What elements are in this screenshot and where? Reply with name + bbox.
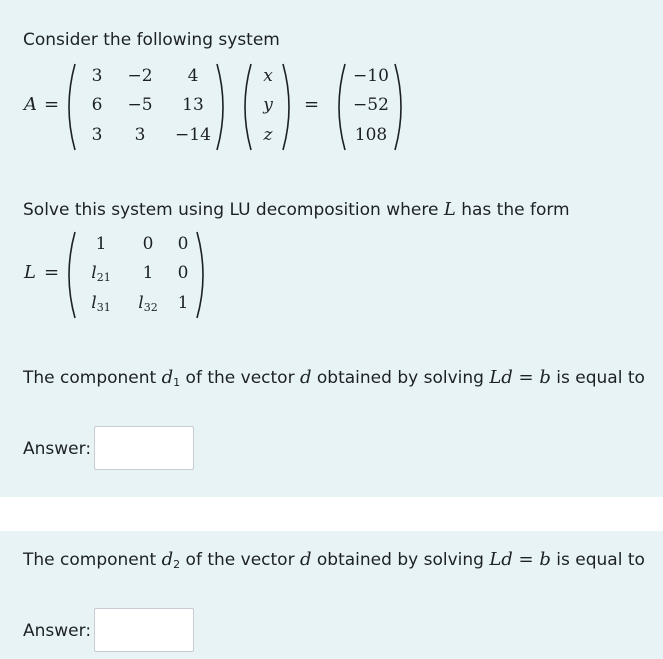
q-vec: d [299, 367, 312, 388]
matrix-L-equation [0, 226, 663, 322]
answer-input-2[interactable] [94, 608, 194, 652]
question-2-text [23, 549, 645, 571]
q-comp-sub: 1 [173, 376, 181, 389]
intro-text: Consider the following system [23, 30, 280, 50]
answer-label-1: Answer: [23, 439, 92, 459]
answer-input-1[interactable] [94, 426, 194, 470]
q-middle2: obtained by solving [311, 550, 490, 570]
q-middle2: obtained by solving [311, 368, 490, 388]
q-middle: of the vector [180, 550, 300, 570]
l-subscript: 31 [96, 301, 111, 314]
matrix-L-cell: 1 [142, 263, 154, 283]
system-equation [0, 58, 663, 154]
q-eq-lhs: Ld [489, 549, 513, 570]
matrix-A-right-paren [214, 62, 230, 152]
q-suffix: is equal to [550, 550, 645, 570]
matrix-L-cell: 1 [95, 234, 107, 254]
q-eq-sign: = [512, 549, 540, 570]
rhs-vector-left-paren [332, 62, 348, 152]
rhs-cell: 108 [354, 125, 388, 145]
l-symbol: l [91, 263, 97, 283]
q-prefix: The component [23, 550, 162, 570]
q-eq-sign: = [512, 367, 540, 388]
l-symbol: l [138, 293, 144, 313]
matrix-L-cell: 0 [142, 234, 154, 254]
q-comp-sub: 2 [173, 558, 181, 571]
matrix-A-cell: −14 [175, 125, 211, 145]
solve-var: L [443, 199, 456, 220]
matrix-A-cell: 3 [134, 125, 146, 145]
matrix-A-cell: 4 [187, 66, 199, 86]
var-z: z [263, 125, 273, 145]
q-prefix: The component [23, 368, 162, 388]
matrix-L-label: L [24, 262, 36, 283]
q-eq-rhs: b [539, 367, 551, 388]
matrix-A-cell: −5 [127, 95, 153, 115]
matrix-L-cell-l32 [138, 295, 157, 313]
matrix-L-cell: 0 [177, 263, 189, 283]
matrix-L-right-paren [194, 230, 210, 320]
l-symbol: l [91, 293, 97, 313]
equals-sign: = [44, 94, 60, 115]
question-1-text [23, 367, 645, 389]
matrix-A-cell: −2 [127, 66, 153, 86]
q-comp-var: d [161, 549, 174, 570]
solve-prefix: Solve this system using LU decomposition where [23, 200, 444, 220]
l-subscript: 32 [143, 301, 158, 314]
equals-sign: = [304, 94, 320, 115]
solve-instruction [23, 199, 570, 220]
matrix-L-cell: 1 [177, 293, 189, 313]
var-vector-left-paren [238, 62, 254, 152]
var-x: x [263, 66, 273, 86]
l-subscript: 21 [96, 271, 111, 284]
q-comp-var: d [161, 367, 174, 388]
question-card-2 [0, 531, 663, 659]
q-suffix: is equal to [550, 368, 645, 388]
rhs-cell: −52 [353, 95, 389, 115]
matrix-A-cell: 13 [182, 95, 204, 115]
matrix-A-cell: 3 [91, 66, 103, 86]
equals-sign: = [44, 262, 60, 283]
q-eq-lhs: Ld [489, 367, 513, 388]
matrix-A-cell: 6 [91, 95, 103, 115]
matrix-A-left-paren [62, 62, 78, 152]
rhs-vector-right-paren [392, 62, 408, 152]
rhs-cell: −10 [353, 66, 389, 86]
matrix-L-cell-l21 [91, 265, 110, 283]
q-vec: d [299, 549, 312, 570]
matrix-A-label: A [24, 94, 37, 115]
matrix-A-cell: 3 [91, 125, 103, 145]
var-vector-right-paren [280, 62, 296, 152]
matrix-L-cell: 0 [177, 234, 189, 254]
answer-label-2: Answer: [23, 621, 92, 641]
solve-suffix: has the form [455, 200, 570, 220]
q-middle: of the vector [180, 368, 300, 388]
matrix-L-cell-l31 [91, 295, 110, 313]
q-eq-rhs: b [539, 549, 551, 570]
matrix-L-left-paren [62, 230, 78, 320]
var-y: y [263, 95, 273, 115]
